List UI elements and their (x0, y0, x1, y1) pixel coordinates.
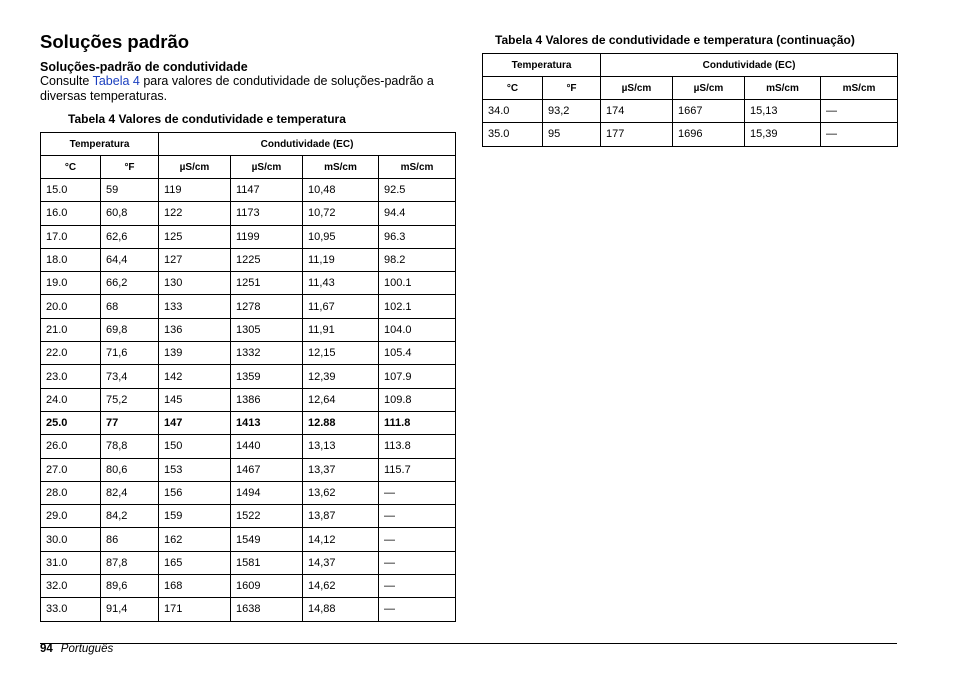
table-cell: 1609 (231, 575, 303, 598)
table-cell: — (379, 528, 456, 551)
table-cell: 133 (159, 295, 231, 318)
table-cell: 1467 (231, 458, 303, 481)
table-cell: 11,19 (303, 248, 379, 271)
table-cell: — (379, 481, 456, 504)
table-row (483, 100, 898, 123)
table-cell: 1386 (231, 388, 303, 411)
table-cell: 130 (159, 272, 231, 295)
conductivity-table-continued (482, 53, 898, 147)
table-cell: 156 (159, 481, 231, 504)
page-title: Soluções padrão (40, 31, 190, 52)
table-cell: 69,8 (101, 318, 159, 341)
table-cell: 17.0 (41, 225, 101, 248)
table-cell: 109.8 (379, 388, 456, 411)
table-cell: — (379, 575, 456, 598)
table-row (41, 225, 456, 248)
table-cell: 84,2 (101, 505, 159, 528)
table-cell: — (379, 598, 456, 621)
table-cell: 60,8 (101, 202, 159, 225)
table-cell: 91,4 (101, 598, 159, 621)
section-subheading: Soluções-padrão de condutividade (40, 60, 248, 74)
table-cell: 89,6 (101, 575, 159, 598)
table-cell: 13,62 (303, 481, 379, 504)
footer-language: Português (60, 643, 114, 655)
table-cell: 153 (159, 458, 231, 481)
page-number: 94 (40, 643, 53, 655)
table-cell: 1494 (231, 481, 303, 504)
column-header: °F (543, 77, 601, 100)
table-cell: 159 (159, 505, 231, 528)
intro-text-after: para valores de condutividade de soluções-padrão a diversas temperaturas. (40, 74, 434, 103)
table-cell: 71,6 (101, 342, 159, 365)
table-row (41, 598, 456, 621)
header-temperature: Temperatura (41, 133, 159, 156)
table-cell: 22.0 (41, 342, 101, 365)
table-cell: 1549 (231, 528, 303, 551)
table-cell: 127 (159, 248, 231, 271)
table-cell: 1359 (231, 365, 303, 388)
table-cell: 13,13 (303, 435, 379, 458)
table-cell: 111.8 (379, 411, 456, 434)
table-cell: 18.0 (41, 248, 101, 271)
table-cell: 162 (159, 528, 231, 551)
table-cell: 1225 (231, 248, 303, 271)
table-cell: 171 (159, 598, 231, 621)
table-cell: 125 (159, 225, 231, 248)
table-cell: 25.0 (41, 411, 101, 434)
table-cell: 14,88 (303, 598, 379, 621)
table-cell: 93,2 (543, 100, 601, 123)
table-cell: 32.0 (41, 575, 101, 598)
table-cell: 1278 (231, 295, 303, 318)
table-cell: 98.2 (379, 248, 456, 271)
table-cell: 95 (543, 123, 601, 146)
column-header: mS/cm (303, 156, 379, 179)
table-cell: 15.0 (41, 179, 101, 202)
table-cell: 30.0 (41, 528, 101, 551)
table-cell: 62,6 (101, 225, 159, 248)
table-cell: 145 (159, 388, 231, 411)
header-temperature: Temperatura (483, 54, 601, 77)
table-row (41, 248, 456, 271)
table-main-caption: Tabela 4 Valores de condutividade e temperatura (68, 112, 346, 126)
table-cell: — (379, 551, 456, 574)
table-cell: 115.7 (379, 458, 456, 481)
table-row (41, 388, 456, 411)
table-cell: 1305 (231, 318, 303, 341)
table-cell: 96.3 (379, 225, 456, 248)
table-cell: 1199 (231, 225, 303, 248)
footer-divider (40, 643, 897, 644)
table-cell: 14,12 (303, 528, 379, 551)
table-cell: 77 (101, 411, 159, 434)
table-row (41, 295, 456, 318)
table-cell: 165 (159, 551, 231, 574)
table-cont-caption: Tabela 4 Valores de condutividade e temperatura (continuação) (495, 33, 855, 47)
table-row (41, 202, 456, 225)
table-cell: 31.0 (41, 551, 101, 574)
table-cell: 13,87 (303, 505, 379, 528)
table-cell: 100.1 (379, 272, 456, 295)
table-cell: 64,4 (101, 248, 159, 271)
table-cell: 11,43 (303, 272, 379, 295)
table-row (41, 458, 456, 481)
table-cell: 14,37 (303, 551, 379, 574)
table-cell: 10,48 (303, 179, 379, 202)
table-cell: 92.5 (379, 179, 456, 202)
table-cell: 94.4 (379, 202, 456, 225)
table-cell: 107.9 (379, 365, 456, 388)
table-row (41, 179, 456, 202)
table-cell: 1696 (673, 123, 745, 146)
table-cell: — (821, 100, 898, 123)
intro-paragraph (40, 74, 460, 104)
table-cell: 35.0 (483, 123, 543, 146)
table-cell: 11,67 (303, 295, 379, 318)
table-cell: 23.0 (41, 365, 101, 388)
table-cell: 19.0 (41, 272, 101, 295)
column-header: µS/cm (231, 156, 303, 179)
column-header: mS/cm (745, 77, 821, 100)
table-cell: 28.0 (41, 481, 101, 504)
table-row (41, 505, 456, 528)
table-cell: 10,95 (303, 225, 379, 248)
table-cell: 122 (159, 202, 231, 225)
table-cell: 1332 (231, 342, 303, 365)
table-cell: 1147 (231, 179, 303, 202)
table-cell: 80,6 (101, 458, 159, 481)
table-cell: 82,4 (101, 481, 159, 504)
table-cell: 1581 (231, 551, 303, 574)
header-conductivity: Condutividade (EC) (601, 54, 898, 77)
table-cell: 1522 (231, 505, 303, 528)
table-cell: 102.1 (379, 295, 456, 318)
table-cell: 113.8 (379, 435, 456, 458)
table-cell: 12,39 (303, 365, 379, 388)
table-cell: 68 (101, 295, 159, 318)
table-row (41, 575, 456, 598)
table-cell: 24.0 (41, 388, 101, 411)
column-header: µS/cm (673, 77, 745, 100)
page-footer (40, 643, 113, 655)
table-cell: 1440 (231, 435, 303, 458)
table-cell: 136 (159, 318, 231, 341)
table-cell: 87,8 (101, 551, 159, 574)
column-header: mS/cm (821, 77, 898, 100)
table-cell: 34.0 (483, 100, 543, 123)
table-row (41, 481, 456, 504)
table-cell: 26.0 (41, 435, 101, 458)
intro-text-before: Consulte (40, 74, 93, 88)
table-cell: 147 (159, 411, 231, 434)
table-cell: 27.0 (41, 458, 101, 481)
table-cell: 1638 (231, 598, 303, 621)
table-cell: 1251 (231, 272, 303, 295)
table-cell: 86 (101, 528, 159, 551)
table-row (483, 123, 898, 146)
table-cell: 59 (101, 179, 159, 202)
table-cell: 73,4 (101, 365, 159, 388)
table-cell: 33.0 (41, 598, 101, 621)
table-row (41, 365, 456, 388)
table-cell: 139 (159, 342, 231, 365)
table-row (41, 435, 456, 458)
table-cell: 11,91 (303, 318, 379, 341)
table-row (41, 342, 456, 365)
table-cell: 16.0 (41, 202, 101, 225)
conductivity-table (40, 132, 456, 622)
table-4-link[interactable]: Tabela 4 (92, 74, 140, 88)
table-cell: 13,37 (303, 458, 379, 481)
table-cell: 142 (159, 365, 231, 388)
table-cell: 66,2 (101, 272, 159, 295)
table-cell: 104.0 (379, 318, 456, 341)
table-cell: 1413 (231, 411, 303, 434)
table-cell: 1667 (673, 100, 745, 123)
column-header: µS/cm (159, 156, 231, 179)
table-cell: 20.0 (41, 295, 101, 318)
column-header: °F (101, 156, 159, 179)
table-row (41, 411, 456, 434)
table-row (41, 318, 456, 341)
table-cell: 1173 (231, 202, 303, 225)
table-row (41, 272, 456, 295)
table-cell: 168 (159, 575, 231, 598)
table-cell: 15,39 (745, 123, 821, 146)
header-conductivity: Condutividade (EC) (159, 133, 456, 156)
table-row (41, 528, 456, 551)
table-cell: 119 (159, 179, 231, 202)
table-cell: 15,13 (745, 100, 821, 123)
table-cell: 10,72 (303, 202, 379, 225)
table-cell: 21.0 (41, 318, 101, 341)
table-cell: 12.88 (303, 411, 379, 434)
table-cell: 174 (601, 100, 673, 123)
column-header: °C (41, 156, 101, 179)
table-cell: 12,64 (303, 388, 379, 411)
table-cell: 78,8 (101, 435, 159, 458)
table-cell: 14,62 (303, 575, 379, 598)
column-header: °C (483, 77, 543, 100)
table-cell: — (379, 505, 456, 528)
table-cell: 12,15 (303, 342, 379, 365)
column-header: mS/cm (379, 156, 456, 179)
table-row (41, 551, 456, 574)
table-cell: 177 (601, 123, 673, 146)
table-cell: 105.4 (379, 342, 456, 365)
column-header: µS/cm (601, 77, 673, 100)
table-cell: 75,2 (101, 388, 159, 411)
table-cell: — (821, 123, 898, 146)
table-cell: 29.0 (41, 505, 101, 528)
table-cell: 150 (159, 435, 231, 458)
